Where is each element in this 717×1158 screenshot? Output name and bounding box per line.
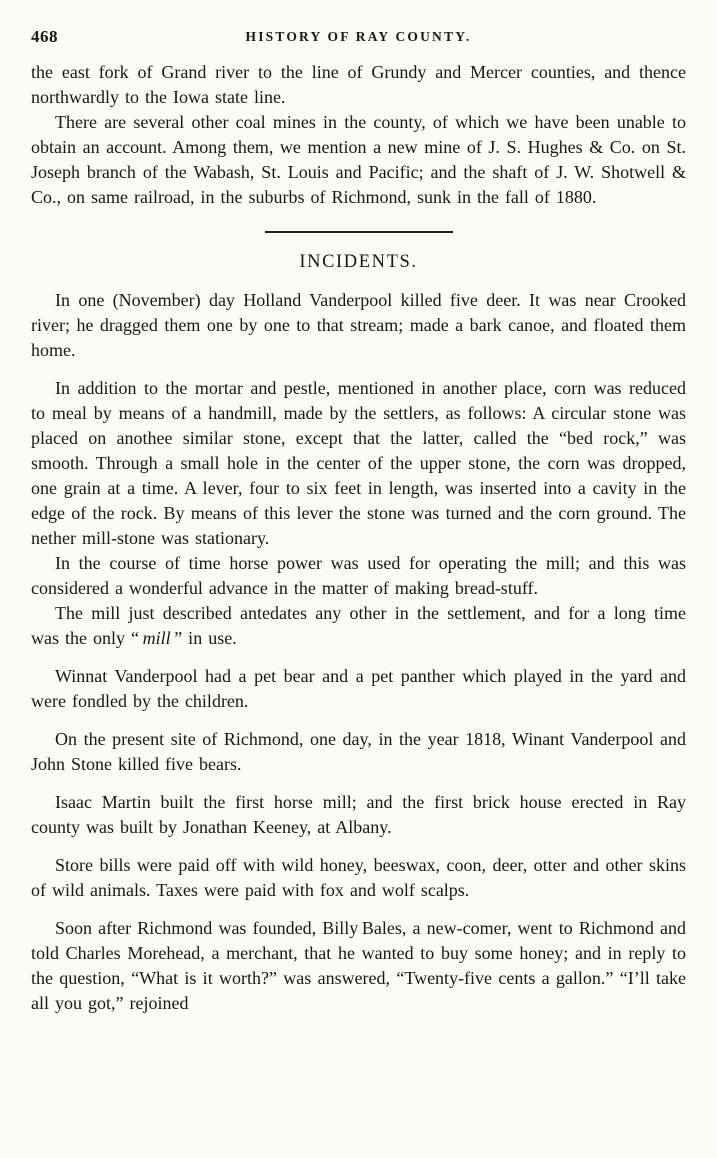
text-run: On the present site of Richmond, one day, in the year 1818, Winant Vanderpool and John Stone killed five bears. [31, 729, 686, 774]
paragraph [31, 60, 686, 110]
text-run: In the course of time horse power was used for operating the mill; and this was considered a wonderful advance in the matter of making bread-stuff. [31, 553, 686, 598]
section-divider [265, 231, 453, 233]
page-number: 468 [31, 27, 58, 46]
text-run: Soon after Richmond was founded, Billy Bales, a new-comer, went to Richmond and told Charles Morehead, a merchant, that he wanted to buy some honey; and in reply to the question, “What is it worth?” was answered, “Twenty-five cents a gallon.” “I’ll take all you got,” rejoined [31, 918, 686, 1013]
paragraph [31, 551, 686, 601]
paragraph [31, 601, 686, 651]
top-text-section [31, 60, 686, 210]
text-run: Winnat Vanderpool had a pet bear and a pet panther which played in the yard and were fondled by the children. [31, 666, 686, 711]
running-title: HISTORY OF RAY COUNTY. [245, 29, 472, 44]
italic-text-run: mill [142, 628, 171, 648]
page-header [31, 24, 686, 46]
text-run: In addition to the mortar and pestle, mentioned in another place, corn was reduced to meal by means of a handmill, made by the settlers, as follows: A circular stone was placed on anothee similar stone, except that the latter, called the “bed rock,” was smooth. Through a small hole in the center of the upper stone, the corn was dropped, one grain at a time. A lever, four to six feet in length, was inserted into a cavity in the edge of the rock. By means of this lever the stone was turned and the corn ground. The nether mill-stone was stationary. [31, 378, 686, 548]
paragraph [31, 664, 686, 714]
text-run: Store bills were paid off with wild honey, beeswax, coon, deer, otter and other skins of wild animals. Taxes were paid with fox and wolf scalps. [31, 855, 686, 900]
paragraph [31, 790, 686, 840]
text-run: the east fork of Grand river to the line of Grundy and Mercer counties, and thence northwardly to the Iowa state line. [31, 62, 686, 107]
text-run: The mill just described antedates any other in the settlement, and for a long time was the only “ [31, 603, 686, 648]
section-heading: INCIDENTS. [299, 252, 418, 272]
incidents-text-section [31, 288, 686, 1016]
text-run: ” in use. [170, 628, 237, 648]
text-run: There are several other coal mines in the county, of which we have been unable to obtain an account. Among them, we mention a new mine of J. S. Hughes & Co. on St. Joseph branch of the Wabash, St. Louis and Pacific; and the shaft of J. W. Shotwell & Co., on same railroad, in the suburbs of Richmond, sunk in the fall of 1880. [31, 112, 686, 207]
paragraph [31, 853, 686, 903]
paragraph [31, 376, 686, 551]
paragraph [31, 288, 686, 363]
paragraph [31, 110, 686, 210]
paragraph [31, 916, 686, 1016]
text-run: Isaac Martin built the first horse mill; and the first brick house erected in Ray county was built by Jonathan Keeney, at Albany. [31, 792, 686, 837]
paragraph [31, 727, 686, 777]
text-run: In one (November) day Holland Vanderpool killed five deer. It was near Crooked river; he dragged them one by one to that stream; made a bark canoe, and floated them home. [31, 290, 686, 360]
